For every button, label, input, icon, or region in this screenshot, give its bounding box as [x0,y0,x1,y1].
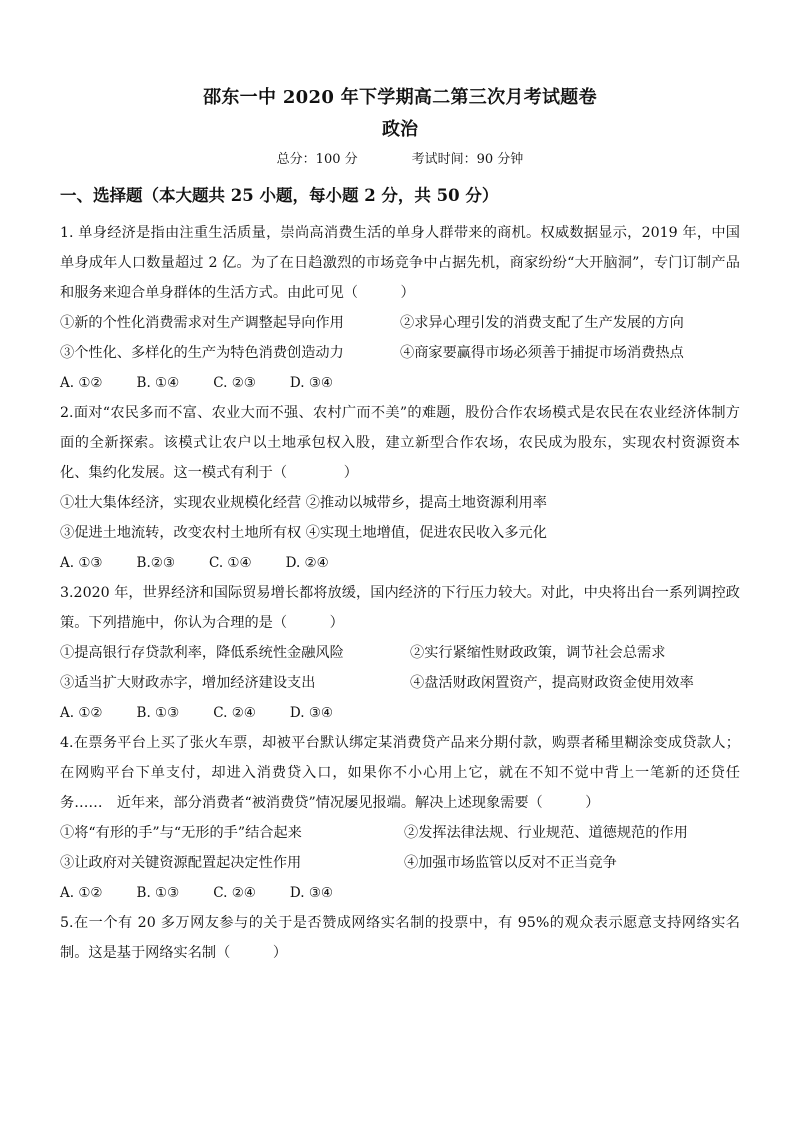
option-d: D. ③④ [289,705,334,721]
exam-time: 考试时间：90 分钟 [411,152,524,167]
question-3 [60,578,740,728]
question-stem: 2.面对“农民多而不富、农业大而不强、农村广而不美”的难题，股份合作农场模式是农民在农业经济体制方面的全新探索。该模式让农户以土地承包权入股，建立新型合作农场，农民成为股东，实现农村资源资本化、集约化发展。这一模式有利于（ ） [60,405,740,481]
question-2 [60,398,740,578]
option-b: B.②③ [136,555,175,571]
subject-title: 政治 [382,119,418,140]
answer-options [60,368,740,398]
option-b: B. ①③ [136,705,180,721]
statement: ③适当扩大财政赤字，增加经济建设支出 [60,675,316,691]
statement: ④商家要赢得市场必须善于捕捉市场消费热点 [400,345,684,361]
statement: ②推动以城带乡，提高土地资源利用率 [305,495,547,511]
statement: ①提高银行存贷款利率，降低系统性金融风险 [60,645,344,661]
statement: ①将“有形的手”与“无形的手”结合起来 [60,825,302,841]
answer-options [60,878,740,908]
statement-row [60,638,740,668]
question-stem: 1. 单身经济是指由注重生活质量，崇尚高消费生活的单身人群带来的商机。权威数据显示，2019 年，中国单身成年人口数量超过 2 亿。为了在日趋激烈的市场竞争中占据先机，商家纷纷“大开脑洞”，专门订制产品和服务来迎合单身群体的生活方式。由此可见（ ） [60,225,740,301]
statement-row [60,818,740,848]
question-stem: 5.在一个有 20 多万网友参与的关于是否赞成网络实名制的投票中，有 95%的观众表示愿意支持网络实名制。这是基于网络实名制（ ） [60,915,740,961]
statement: ①壮大集体经济，实现农业规模化经营 [60,495,302,511]
section-heading: 一、选择题（本大题共 25 小题，每小题 2 分，共 50 分） [60,186,499,205]
answer-options [60,548,740,578]
option-a: A. ①② [60,375,103,391]
statement: ②发挥法律法规、行业规范、道德规范的作用 [404,825,688,841]
exam-meta [60,150,740,170]
statement: ④实现土地增值，促进农民收入多元化 [305,525,547,541]
statement: ②实行紧缩性财政政策，调节社会总需求 [410,645,666,661]
option-d: D. ③④ [289,885,334,901]
exam-title: 邵东一中 2020 年下学期高二第三次月考试题卷 [203,87,597,108]
statement: ③个性化、多样化的生产为特色消费创造动力 [60,345,344,361]
statement: ③促进土地流转，改变农村土地所有权 [60,525,302,541]
statement-row [60,518,740,548]
option-b: B. ①④ [136,375,180,391]
option-c: C. ②④ [213,885,256,901]
option-c: C. ②③ [213,375,256,391]
option-c: C. ②④ [213,705,256,721]
statement-row [60,308,740,338]
total-score: 总分：100 分 [276,152,358,167]
option-a: A. ①② [60,885,103,901]
question-stem: 3.2020 年，世界经济和国际贸易增长都将放缓，国内经济的下行压力较大。对此，中央将出台一系列调控政策。下列措施中，你认为合理的是（ ） [60,585,740,631]
statement: ③让政府对关键资源配置起决定性作用 [60,855,302,871]
question-1 [60,218,740,398]
option-d: D. ②④ [285,555,329,571]
option-a: A. ①② [60,705,103,721]
question-stem: 4.在票务平台上买了张火车票，却被平台默认绑定某消费贷产品来分期付款，购票者稀里糊涂变成贷款人；在网购平台下单支付，却进入消费贷入口，如果你不小心用上它，就在不知不觉中背上一笔新的还贷任务…… 近年来，部分消费者“被消费贷”情况屡见报端。解决上述现象需要（ ） [60,735,740,811]
statement-row [60,338,740,368]
option-c: C. ①④ [208,555,252,571]
option-d: D. ③④ [289,375,334,391]
statement: ④盘活财政闲置资产，提高财政资金使用效率 [410,675,694,691]
question-4 [60,728,740,908]
statement: ①新的个性化消费需求对生产调整起导向作用 [60,315,344,331]
option-a: A. ①③ [60,555,103,571]
question-5 [60,908,740,968]
option-b: B. ①③ [136,885,180,901]
statement: ②求异心理引发的消费支配了生产发展的方向 [400,315,684,331]
statement-row [60,668,740,698]
statement: ④加强市场监管以反对不正当竞争 [404,855,617,871]
exam-page [60,84,740,968]
statement-row [60,488,740,518]
answer-options [60,698,740,728]
statement-row [60,848,740,878]
